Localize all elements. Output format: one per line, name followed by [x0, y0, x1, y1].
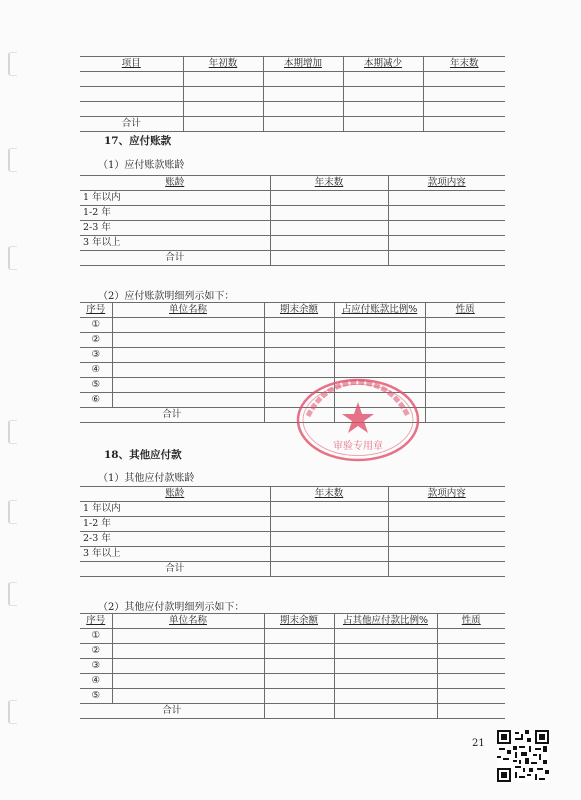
- aging-label: 1-2 年: [80, 517, 270, 532]
- aging-label: 2-3 年: [80, 532, 270, 547]
- table-row: [80, 393, 505, 408]
- aging-label: 2-3 年: [80, 221, 270, 236]
- table-row: [80, 72, 505, 87]
- page-number: 21: [472, 738, 485, 749]
- total-row: [80, 408, 505, 423]
- table-row: [80, 517, 505, 532]
- col-header: 序号: [80, 614, 112, 629]
- col-header: 单位名称: [112, 303, 264, 318]
- section-17-sub2: （2）应付账款明细列示如下：: [98, 291, 235, 302]
- row-number: ⑥: [80, 393, 112, 408]
- col-header: 占应付账款比例%: [334, 303, 425, 318]
- binding-hole: [8, 148, 17, 172]
- table-row: [80, 378, 505, 393]
- aging-label: 1 年以内: [80, 191, 270, 206]
- table-row: [80, 333, 505, 348]
- col-header: 单位名称: [112, 614, 264, 629]
- row-number: ③: [80, 659, 112, 674]
- total-row: [80, 251, 505, 266]
- total-label: 合计: [80, 251, 270, 266]
- section-18-sub1: （1）其他应付款账龄: [98, 473, 195, 484]
- qr-code: [497, 730, 549, 782]
- section-18-sub2: （2）其他应付款明细列示如下：: [98, 602, 245, 613]
- col-header: 序号: [80, 303, 112, 318]
- table-header-row: [80, 614, 505, 629]
- col-header: 本期增加: [263, 57, 343, 72]
- table-row: [80, 206, 505, 221]
- table-row: [80, 102, 505, 117]
- row-number: ③: [80, 348, 112, 363]
- total-label: 合计: [80, 704, 264, 719]
- col-header: 本期减少: [343, 57, 423, 72]
- row-number: ⑤: [80, 378, 112, 393]
- total-row: [80, 562, 505, 577]
- row-number: ②: [80, 644, 112, 659]
- col-header: 款项内容: [388, 176, 505, 191]
- section-17-sub1: （1）应付账款账龄: [98, 160, 185, 171]
- binding-hole: [8, 420, 17, 444]
- table-18-aging: [80, 486, 505, 577]
- row-number: ①: [80, 629, 112, 644]
- total-label: 合计: [80, 408, 264, 423]
- table-row: [80, 502, 505, 517]
- binding-hole: [8, 500, 17, 524]
- row-number: ④: [80, 674, 112, 689]
- aging-label: 3 年以上: [80, 547, 270, 562]
- table-row: [80, 221, 505, 236]
- table-row: [80, 644, 505, 659]
- row-number: ⑤: [80, 689, 112, 704]
- table-row: [80, 547, 505, 562]
- col-header: 期末余额: [264, 614, 334, 629]
- total-label: 合计: [80, 562, 270, 577]
- col-header: 项目: [80, 57, 183, 72]
- table-header-row: [80, 303, 505, 318]
- seal-text: 审验专用章: [333, 441, 383, 452]
- col-header: 款项内容: [388, 487, 505, 502]
- section-17-title: 17、应付账款: [104, 135, 172, 147]
- total-row: [80, 704, 505, 719]
- col-header: 年末数: [270, 176, 388, 191]
- total-label: 合计: [80, 117, 183, 132]
- table-row: [80, 363, 505, 378]
- col-header: 性质: [425, 303, 505, 318]
- section-18-title: 18、其他应付款: [104, 449, 182, 461]
- aging-label: 3 年以上: [80, 236, 270, 251]
- table-row: [80, 236, 505, 251]
- col-header: 期末余额: [264, 303, 334, 318]
- table-row: [80, 87, 505, 102]
- seal-stamp: [294, 376, 422, 464]
- binding-hole: [8, 700, 17, 724]
- table-header-row: [80, 176, 505, 191]
- table-row: [80, 191, 505, 206]
- col-header: 年初数: [183, 57, 263, 72]
- table-row: [80, 629, 505, 644]
- col-header: 占其他应付款比例%: [334, 614, 437, 629]
- table-row: [80, 348, 505, 363]
- table-row: [80, 532, 505, 547]
- binding-hole: [8, 582, 17, 606]
- col-header: 账龄: [80, 176, 270, 191]
- table-17-detail: [80, 302, 505, 423]
- table-row: [80, 689, 505, 704]
- total-row: [80, 117, 505, 132]
- aging-label: 1-2 年: [80, 206, 270, 221]
- col-header: 年末数: [270, 487, 388, 502]
- table-row: [80, 318, 505, 333]
- aging-label: 1 年以内: [80, 502, 270, 517]
- table-row: [80, 659, 505, 674]
- row-number: ①: [80, 318, 112, 333]
- table-17-aging: [80, 175, 505, 266]
- binding-hole: [8, 52, 17, 76]
- table-16: [80, 56, 505, 132]
- row-number: ②: [80, 333, 112, 348]
- row-number: ④: [80, 363, 112, 378]
- binding-hole: [8, 246, 17, 270]
- col-header: 年末数: [423, 57, 505, 72]
- col-header: 性质: [437, 614, 505, 629]
- table-header-row: [80, 487, 505, 502]
- table-header-row: [80, 57, 505, 72]
- table-row: [80, 674, 505, 689]
- col-header: 账龄: [80, 487, 270, 502]
- table-18-detail: [80, 613, 505, 719]
